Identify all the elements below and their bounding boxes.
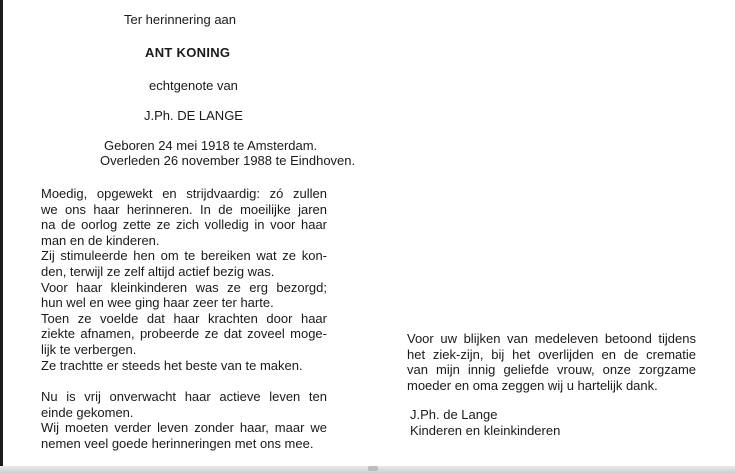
intro-line: Ter herinnering aan [124,12,237,27]
thanks-line: Voor uw blijken van medeleven betoond tijdens [407,331,696,346]
closing-line: nemen veel goede herinneringen met ons mee. [41,435,314,451]
tribute-line: Voor haar kleinkinderen was ze erg bezorgd; [41,279,327,295]
death-line: Overleden 26 november 1988 te Eindhoven. [100,153,356,168]
thanks-line: moeder en oma zeggen wij u hartelijk dank. [407,377,658,393]
closing-line: Nu is vrij onverwacht haar actieve leven ten [41,389,327,405]
tribute-line: man en de kinderen. [41,232,160,248]
signature-name: J.Ph. de Lange [410,407,498,422]
signature-block [410,407,560,439]
tribute-line: na de oorlog zette ze zich volledig in voor haar [41,217,327,233]
tribute-line: lijk te verbergen. [41,341,137,357]
tribute-line: Moedig, opgewekt en strijdvaardig: zó zullen [41,186,327,201]
deceased-name: ANT KONING [145,45,231,60]
tribute-line: we ons haar herinneren. In de moeilijke jaren [41,201,327,217]
paragraph-gap [41,373,327,389]
closing-line: Wij moeten verder leven zonder haar, maar we [41,420,327,436]
tribute-line: Ze trachtte er steeds het beste van te maken. [41,357,303,373]
tribute-line: Toen ze voelde dat haar krachten door haar [41,310,327,326]
tribute-line: Zij stimuleerde hen om te bereiken wat ze kon- [41,248,327,264]
card-fold-mark [368,466,378,471]
thanks-line: het ziek-zijn, bij het overlijden en de crematie [407,346,696,362]
closing-line: einde gekomen. [41,404,134,420]
tribute-line: den, terwijl ze zelf altijd actief bezig was. [41,263,275,279]
tribute-text [41,186,327,452]
signature-family: Kinderen en kleinkinderen [410,423,561,438]
birth-line: Geboren 24 mei 1918 te Amsterdam. [104,138,318,153]
relation-line: echtgenote van [149,78,238,93]
card-left-edge [0,0,3,473]
spouse-name: J.Ph. DE LANGE [144,108,243,123]
tribute-line: hun wel en wee ging haar zeer ter harte. [41,295,274,311]
thanks-line: van mijn innig geliefde vrouw, onze zorgzame [407,362,696,378]
tribute-line: ziekte afnamen, probeerde ze dat zoveel moge- [41,326,327,342]
thanks-text [407,331,696,393]
